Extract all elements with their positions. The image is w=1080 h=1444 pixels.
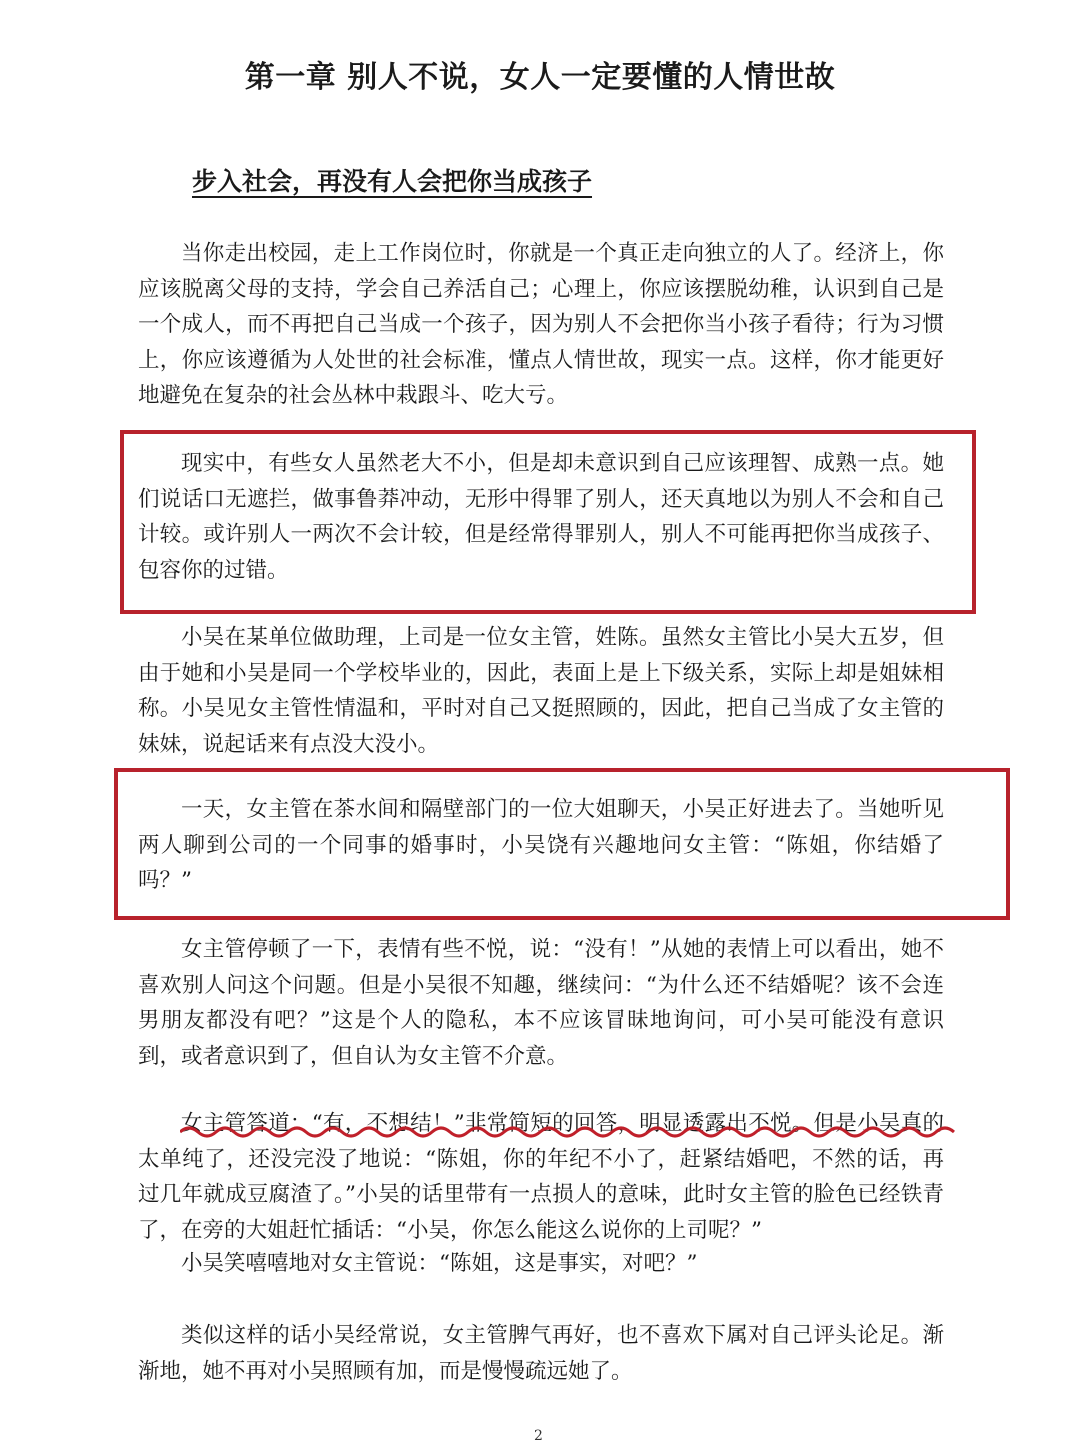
section-title: 步入社会，再没有人会把你当成孩子 — [192, 167, 593, 196]
page-number: 2 — [534, 1428, 543, 1444]
paragraph-reply: 女主管答道：“有，不想结！”非常简短的回答，明显透露出不悦。但是小吴真的太单纯了，还没完没了地说：“陈姐，你的年纪不小了，赶紧结婚吧，不然的话，再过几年就成豆腐渣了。”小吴的话里带有一点损人的意味，此时女主管的脸色已经铁青了，在旁的大姐赶忙插话：“小吴，你怎么能这么说你的上司呢？” — [138, 1111, 944, 1243]
paragraph-intro: 当你走出校园，走上工作岗位时，你就是一个真正走向独立的人了。经济上，你应该脱离父母的支持，学会自己养活自己；心理上，你应该摆脱幼稚，认识到自己是一个成人，而不再把自己当成一个孩子，因为别人不会把你当小孩子看待；行为习惯上，你应该遵循为人处世的社会标准，懂点人情世故，现实一点。这样，你才能更好地避免在复杂的社会丛林中栽跟斗、吃大亏。 — [138, 241, 944, 409]
paragraph-tea-room: 一天，女主管在茶水间和隔壁部门的一位大姐聊天，小吴正好进去了。当她听见两人聊到公司的一个同事的婚事时，小吴饶有兴趣地问女主管：“陈姐，你结婚了吗？” — [138, 797, 944, 894]
chapter-title: 第一章 别人不说，女人一定要懂的人情世故 — [244, 60, 836, 95]
paragraph-laugh: 小吴笑嘻嘻地对女主管说：“陈姐，这是事实，对吧？” — [181, 1251, 698, 1276]
paragraph-reality: 现实中，有些女人虽然老大不小，但是却未意识到自己应该理智、成熟一点。她们说话口无遮拦，做事鲁莽冲动，无形中得罪了别人，还天真地以为别人不会和自己计较。或许别人一两次不会计较，但是经常得罪别人，别人不可能再把你当成孩子、包容你的过错。 — [138, 451, 944, 583]
paragraph-xiaowu-intro: 小吴在某单位做助理，上司是一位女主管，姓陈。虽然女主管比小吴大五岁，但由于她和小吴是同一个学校毕业的，因此，表面上是上下级关系，实际上却是姐妹相称。小吴见女主管性情温和，平时对自己又挺照顾的，因此，把自己当成了女主管的妹妹，说起话来有点没大没小。 — [138, 625, 944, 757]
wavy-underline — [180, 1122, 958, 1142]
paragraph-pause: 女主管停顿了一下，表情有些不悦，说：“没有！”从她的表情上可以看出，她不喜欢别人问这个问题。但是小吴很不知趣，继续问：“为什么还不结婚呢？该不会连男朋友都没有吧？”这是个人的隐私，本不应该冒昧地询问，可小吴可能没有意识到，或者意识到了，但自认为女主管不介意。 — [138, 937, 944, 1069]
paragraph-conclusion: 类似这样的话小吴经常说，女主管脾气再好，也不喜欢下属对自己评头论足。渐渐地，她不再对小吴照顾有加，而是慢慢疏远她了。 — [138, 1323, 944, 1384]
